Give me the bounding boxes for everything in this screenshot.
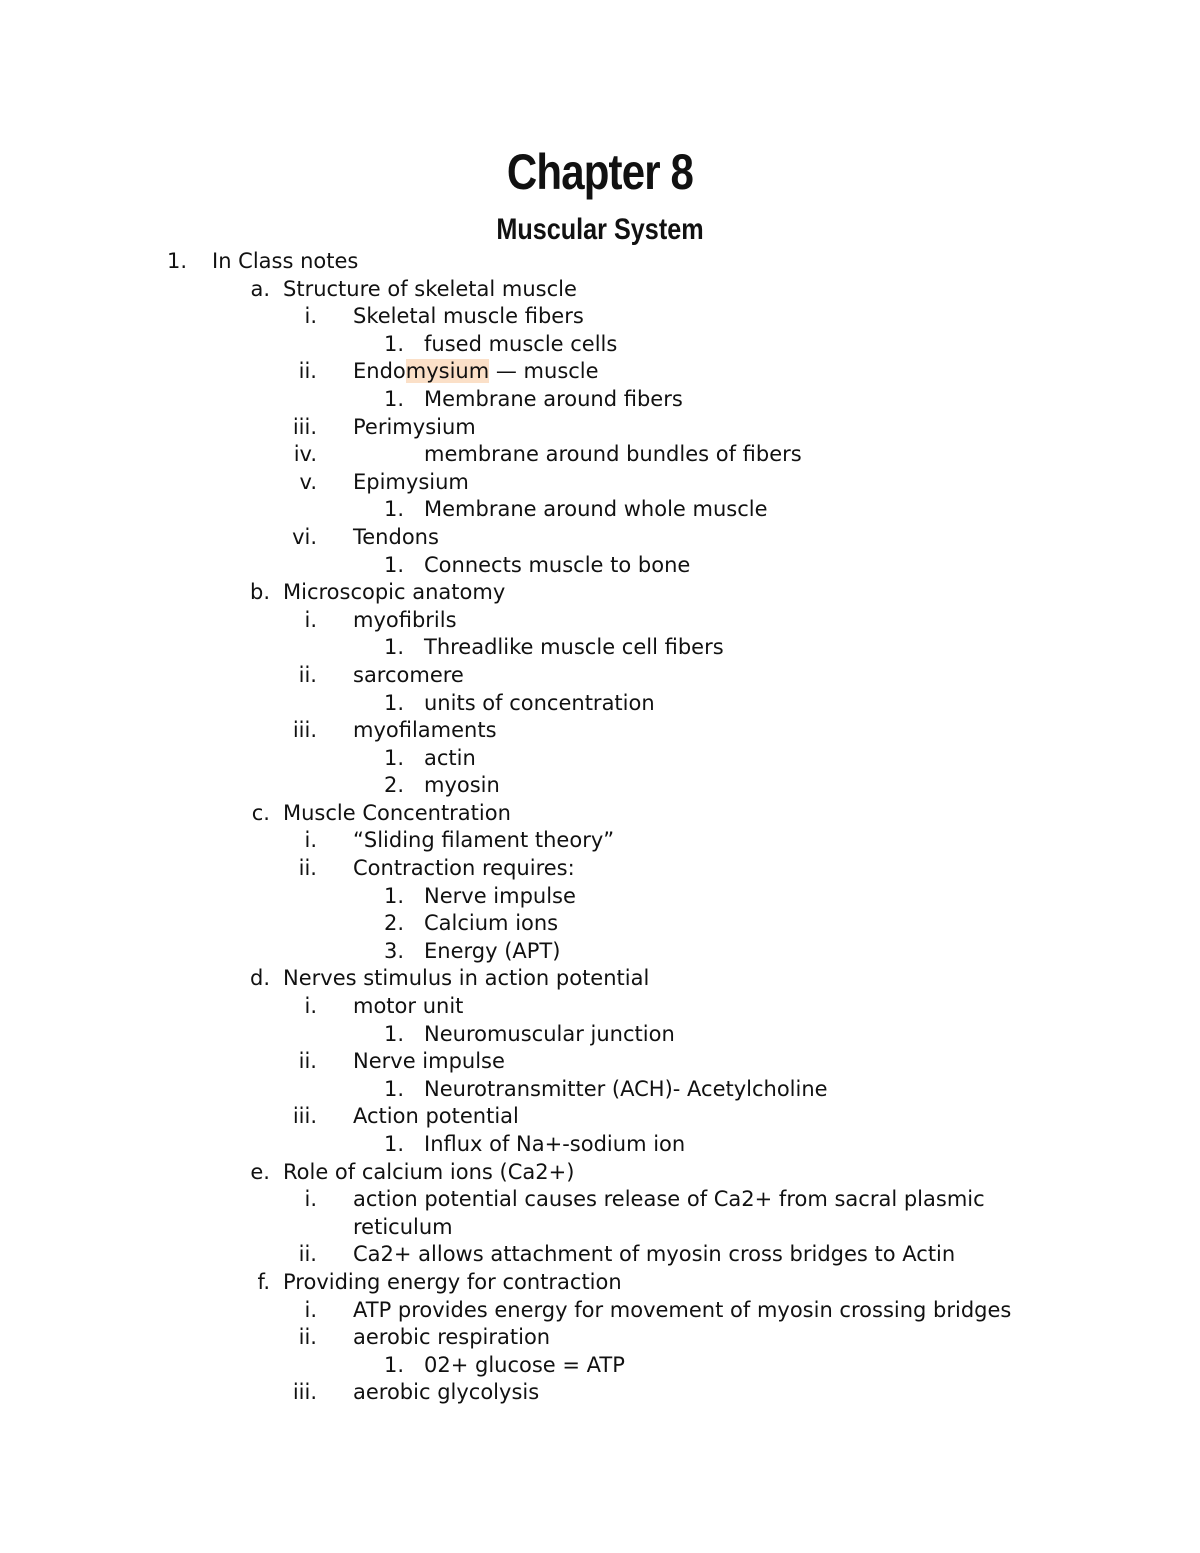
- outline-item: [0, 1352, 1200, 1380]
- outline-text: Epimysium: [353, 469, 469, 494]
- outline-text: actin: [424, 745, 476, 770]
- outline-item: [0, 1297, 1200, 1325]
- outline-text: myofibrils: [353, 607, 457, 632]
- outline-item: [0, 993, 1200, 1021]
- outline-text: fused muscle cells: [424, 331, 618, 356]
- outline-text: Calcium ions: [424, 911, 559, 936]
- outline-item: [0, 579, 1200, 607]
- outline-marker: iii.: [292, 718, 317, 743]
- outline-item: [0, 1103, 1200, 1131]
- outline-marker: 1.: [383, 1132, 404, 1156]
- outline-marker: 3.: [383, 938, 404, 963]
- outline-item: [0, 1131, 1200, 1159]
- outline-text: Nerves stimulus in action potential: [283, 966, 650, 991]
- outline-text: [353, 358, 1053, 386]
- outline-marker: vi.: [292, 524, 317, 549]
- outline-item: [0, 469, 1200, 497]
- outline-item: [0, 303, 1200, 331]
- outline-marker: a.: [250, 276, 270, 301]
- outline-text: Nerve impulse: [424, 883, 576, 908]
- outline-marker: 1.: [383, 690, 404, 715]
- outline-item: [0, 1186, 1200, 1241]
- outline-marker: 2.: [383, 773, 404, 798]
- outline-text: 02+ glucose = ATP: [424, 1352, 625, 1377]
- outline-text: Action potential: [353, 1104, 519, 1129]
- outline-marker: i.: [304, 994, 317, 1019]
- outline-item: [0, 1241, 1200, 1269]
- outline-marker: i.: [304, 1297, 317, 1322]
- page-subtitle: Muscular System: [496, 213, 704, 246]
- outline-item: [0, 1269, 1200, 1297]
- outline-text: Perimysium: [353, 414, 476, 439]
- outline-text: Influx of Na+-sodium ion: [424, 1132, 686, 1156]
- outline-marker: i.: [304, 304, 317, 329]
- outline-item: [0, 358, 1200, 386]
- outline-text: myosin: [424, 773, 500, 798]
- outline-item: [0, 1021, 1200, 1049]
- outline-item: [0, 690, 1200, 718]
- outline-item: [0, 883, 1200, 911]
- outline-item: [0, 634, 1200, 662]
- outline-item: [0, 772, 1200, 800]
- outline-marker: i.: [304, 1187, 317, 1212]
- outline-marker: f.: [257, 1269, 270, 1294]
- outline-item: [0, 938, 1200, 966]
- outline-text: ATP provides energy for movement of myosin crossing bridges: [353, 1297, 1012, 1322]
- outline-item: [0, 662, 1200, 690]
- outline-text: myofilaments: [353, 718, 497, 743]
- outline-marker: c.: [251, 800, 270, 825]
- outline-item: [0, 524, 1200, 552]
- outline-marker: v.: [299, 469, 317, 494]
- outline-marker: 2.: [383, 911, 404, 936]
- outline-text: aerobic respiration: [353, 1325, 551, 1350]
- outline-marker: d.: [249, 966, 270, 991]
- outline-text: Membrane around whole muscle: [424, 497, 768, 522]
- outline-item: [0, 331, 1200, 359]
- outline-item: [0, 276, 1200, 304]
- outline-marker: ii.: [298, 1242, 317, 1267]
- outline-marker: 1.: [383, 745, 404, 770]
- outline-marker: 1.: [383, 386, 404, 411]
- outline-item: [0, 1048, 1200, 1076]
- outline-item: [0, 910, 1200, 938]
- outline-text: motor unit: [353, 994, 464, 1019]
- outline-item: [0, 855, 1200, 883]
- outline-text: “Sliding filament theory”: [353, 828, 615, 853]
- outline-text: Connects muscle to bone: [424, 552, 691, 577]
- outline-marker: iii.: [292, 1380, 317, 1405]
- outline-marker: i.: [304, 828, 317, 853]
- outline-marker: 1.: [383, 883, 404, 908]
- outline-marker: 1.: [383, 1076, 404, 1101]
- outline-text: Tendons: [353, 524, 439, 549]
- outline-item: [0, 248, 1200, 276]
- outline-marker: i.: [304, 607, 317, 632]
- outline-item: [0, 717, 1200, 745]
- outline-marker: 1.: [383, 1021, 404, 1046]
- outline-item: [0, 414, 1200, 442]
- outline-text: Microscopic anatomy: [283, 580, 506, 605]
- outline-text: Providing energy for contraction: [283, 1269, 622, 1294]
- outline-item: [0, 1159, 1200, 1187]
- outline-marker: 1.: [383, 635, 404, 660]
- outline-marker: e.: [250, 1159, 270, 1184]
- outline-text-part: Endo: [353, 359, 406, 384]
- outline-item: [0, 965, 1200, 993]
- outline-marker: ii.: [298, 662, 317, 687]
- outline-marker: 1.: [383, 331, 404, 356]
- outline-item: [0, 1379, 1200, 1407]
- outline-text: Muscle Concentration: [283, 800, 511, 825]
- outline-marker: 1.: [166, 249, 187, 273]
- outline-text: action potential causes release of Ca2+ from sacral plasmic reticulum: [353, 1187, 985, 1239]
- notes-outline: [0, 248, 1200, 1407]
- outline-item: [0, 441, 1200, 469]
- outline-text: membrane around bundles of fibers: [424, 442, 802, 467]
- outline-text: Nerve impulse: [353, 1049, 505, 1074]
- highlighted-text: mysium: [405, 359, 490, 384]
- outline-item: [0, 552, 1200, 580]
- outline-item: [0, 1076, 1200, 1104]
- outline-text: Membrane around fibers: [424, 386, 683, 411]
- outline-marker: 1.: [383, 1352, 404, 1377]
- outline-text: Neuromuscular junction: [424, 1021, 675, 1046]
- outline-marker: ii.: [298, 1325, 317, 1350]
- outline-text: Structure of skeletal muscle: [283, 276, 577, 301]
- outline-marker: ii.: [298, 1049, 317, 1074]
- outline-marker: iv.: [293, 442, 317, 467]
- outline-item: [0, 800, 1200, 828]
- outline-text: Contraction requires:: [353, 856, 575, 881]
- outline-text: Threadlike muscle cell fibers: [424, 635, 724, 660]
- outline-marker: iii.: [292, 1104, 317, 1129]
- outline-item: [0, 827, 1200, 855]
- page-title: Chapter 8: [506, 144, 694, 200]
- outline-text: Role of calcium ions (Ca2+): [283, 1159, 575, 1184]
- outline-text: In Class notes: [212, 249, 359, 273]
- outline-item: [0, 386, 1200, 414]
- outline-text: aerobic glycolysis: [353, 1380, 540, 1405]
- outline-text: sarcomere: [353, 662, 464, 687]
- outline-marker: 1.: [383, 497, 404, 522]
- outline-text: Energy (APT): [424, 938, 561, 963]
- outline-text: Skeletal muscle fibers: [353, 304, 584, 329]
- outline-text: Ca2+ allows attachment of myosin cross bridges to Actin: [353, 1242, 956, 1267]
- outline-text: units of concentration: [424, 690, 655, 715]
- outline-marker: 1.: [383, 552, 404, 577]
- outline-marker: b.: [249, 580, 270, 605]
- outline-marker: ii.: [298, 856, 317, 881]
- outline-text-part: — muscle: [489, 359, 599, 384]
- outline-item: [0, 607, 1200, 635]
- outline-text: Neurotransmitter (ACH)- Acetylcholine: [424, 1076, 828, 1101]
- outline-marker: ii.: [298, 359, 317, 384]
- outline-item: [0, 496, 1200, 524]
- outline-item: [0, 1324, 1200, 1352]
- outline-marker: iii.: [292, 414, 317, 439]
- outline-item: [0, 745, 1200, 773]
